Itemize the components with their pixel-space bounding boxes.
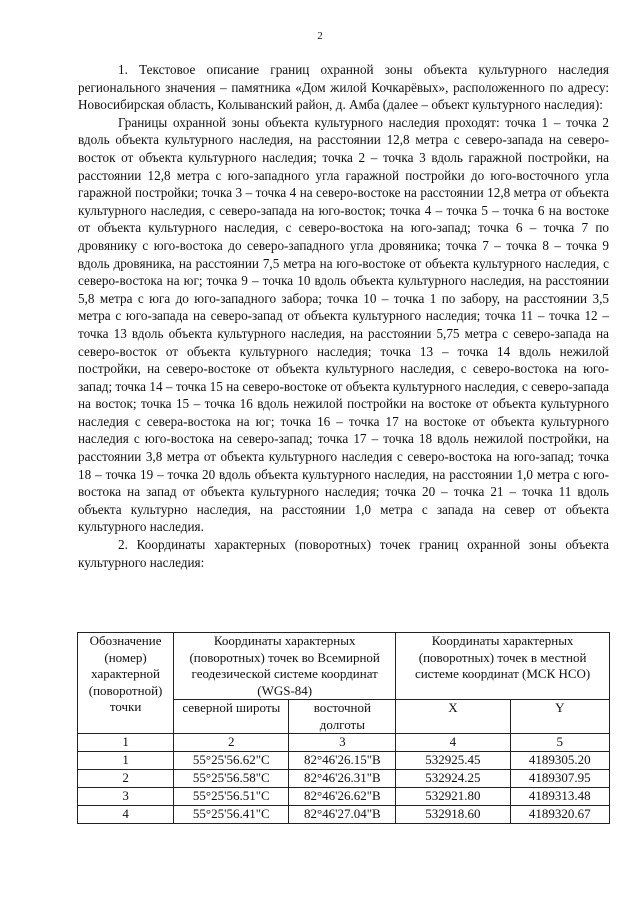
cell-x: 532918.60 — [396, 806, 510, 824]
page-number: 2 — [317, 30, 323, 42]
paragraph-description-intro: 1. Текстовое описание границ охранной зоны объекта культурного наследия регионального значения – памятника «Дом жилой Кочкарёвых», расположенного по адресу: Новосибирская область, Колыванский район, д. Амба (далее – объект культурного наследия): — [78, 62, 609, 113]
cell-lon: 82°46'26.62"В — [289, 788, 396, 806]
cell-x: 532925.45 — [396, 752, 510, 770]
cell-point: 1 — [78, 752, 174, 770]
table-row — [78, 788, 610, 806]
header-wgs: Координаты характерных (поворотных) точек во Всемирной геодезической системе координат (WGS-84) — [174, 633, 396, 700]
cell-y: 4189313.48 — [510, 788, 609, 806]
header-lat: северной широты — [174, 700, 289, 734]
table-row — [78, 806, 610, 824]
cell-y: 4189307.95 — [510, 770, 609, 788]
header-local: Координаты характерных (поворотных) точек в местной системе координат (МСК НСО) — [396, 633, 610, 700]
header-lon: восточной долготы — [289, 700, 396, 734]
cell-lon: 82°46'26.31"В — [289, 770, 396, 788]
header-y: Y — [510, 700, 609, 734]
col-number: 2 — [174, 734, 289, 752]
col-number: 4 — [396, 734, 510, 752]
cell-lat: 55°25'56.41"С — [174, 806, 289, 824]
paragraph-boundaries: Границы охранной зоны объекта культурного наследия проходят: точка 1 – точка 2 вдоль объекта культурного наследия, на расстоянии 12,8 метра с северо-запада на северо-восток от объекта культурного наследия; точка 2 – точка 3 вдоль гаражной постройки, на расстоянии 12,8 метра с юго-западного угла гаражной постройки до юго-восточного угла гаражной постройки; точка 3 – точка 4 на северо-востоке на расстоянии 12,8 метра от объекта культурного наследия, с северо-запада на юго-восток; точка 4 – точка 5 – точка 6 на востоке от объекта культурного наследия, с северо-востока на юго-запад; точка 6 – точка 7 по дровянику с юго-востока до северо-западного угла дровяника; точка 7 – точка 8 – точка 9 вдоль дровяника, на расстоянии 7,5 метра на юго-востоке от объекта культурного наследия, с северо-востока на юг; точка 9 – точка 10 вдоль объекта культурного наследия, на расстоянии 5,8 метра с юга до юго-западного забора; точка 10 – точка 1 по забору, на расстоянии 3,5 метра с юго-запада на северо-запад от объекта культурного наследия; точка 11 – точка 12 – точка 13 вдоль объекта культурного наследия, на расстоянии 5,75 метра с северо-запада на северо-восток от объекта культурного наследия; точка 13 – точка 14 вдоль нежилой постройки, на северо-востоке от объекта культурного наследия, с северо-востока на юго-запад; точка 14 – точка 15 на северо-востоке от объекта культурного наследия, с северо-запада на восток; точка 15 – точка 16 вдоль нежилой постройки на востоке от объекта культурного наследия с севера-востока на юг; точка 16 – точка 17 на востоке от объекта культурного наследия с юго-востока на северо-запад; точка 17 – точка 18 вдоль нежилой постройки, на расстоянии 3,8 метра от объекта культурного наследия с северо-востока на юго-запад; точка 18 – точка 19 – точка 20 вдоль объекта культурного наследия, на расстоянии 1,0 метра с юго-востока на запад от объекта культурного наследия; точка 20 – точка 21 – точка 11 вдоль объекта культурно наследия, на расстоянии 1,0 метра с запада на север от объекта культурного наследия. — [78, 114, 609, 535]
cell-lat: 55°25'56.51"С — [174, 788, 289, 806]
cell-point: 4 — [78, 806, 174, 824]
cell-y: 4189305.20 — [510, 752, 609, 770]
cell-x: 532921.80 — [396, 788, 510, 806]
cell-lon: 82°46'27.04"В — [289, 806, 396, 824]
cell-lat: 55°25'56.62"С — [174, 752, 289, 770]
cell-y: 4189320.67 — [510, 806, 609, 824]
cell-lon: 82°46'26.15"В — [289, 752, 396, 770]
paragraph-coordinates-intro: 2. Координаты характерных (поворотных) точек границ охранной зоны объекта культурного наследия: — [78, 537, 609, 570]
table-row — [78, 770, 610, 788]
table-row — [78, 752, 610, 770]
cell-x: 532924.25 — [396, 770, 510, 788]
col-number: 1 — [78, 734, 174, 752]
table-header-row — [78, 633, 610, 700]
header-point: Обозначение (номер) характерной (поворотной) точки — [78, 633, 174, 734]
col-number: 5 — [510, 734, 609, 752]
document-body — [78, 61, 609, 571]
cell-lat: 55°25'56.58"С — [174, 770, 289, 788]
cell-point: 2 — [78, 770, 174, 788]
header-x: X — [396, 700, 510, 734]
cell-point: 3 — [78, 788, 174, 806]
col-number: 3 — [289, 734, 396, 752]
table-column-numbers-row — [78, 734, 610, 752]
coordinates-table — [77, 632, 610, 824]
